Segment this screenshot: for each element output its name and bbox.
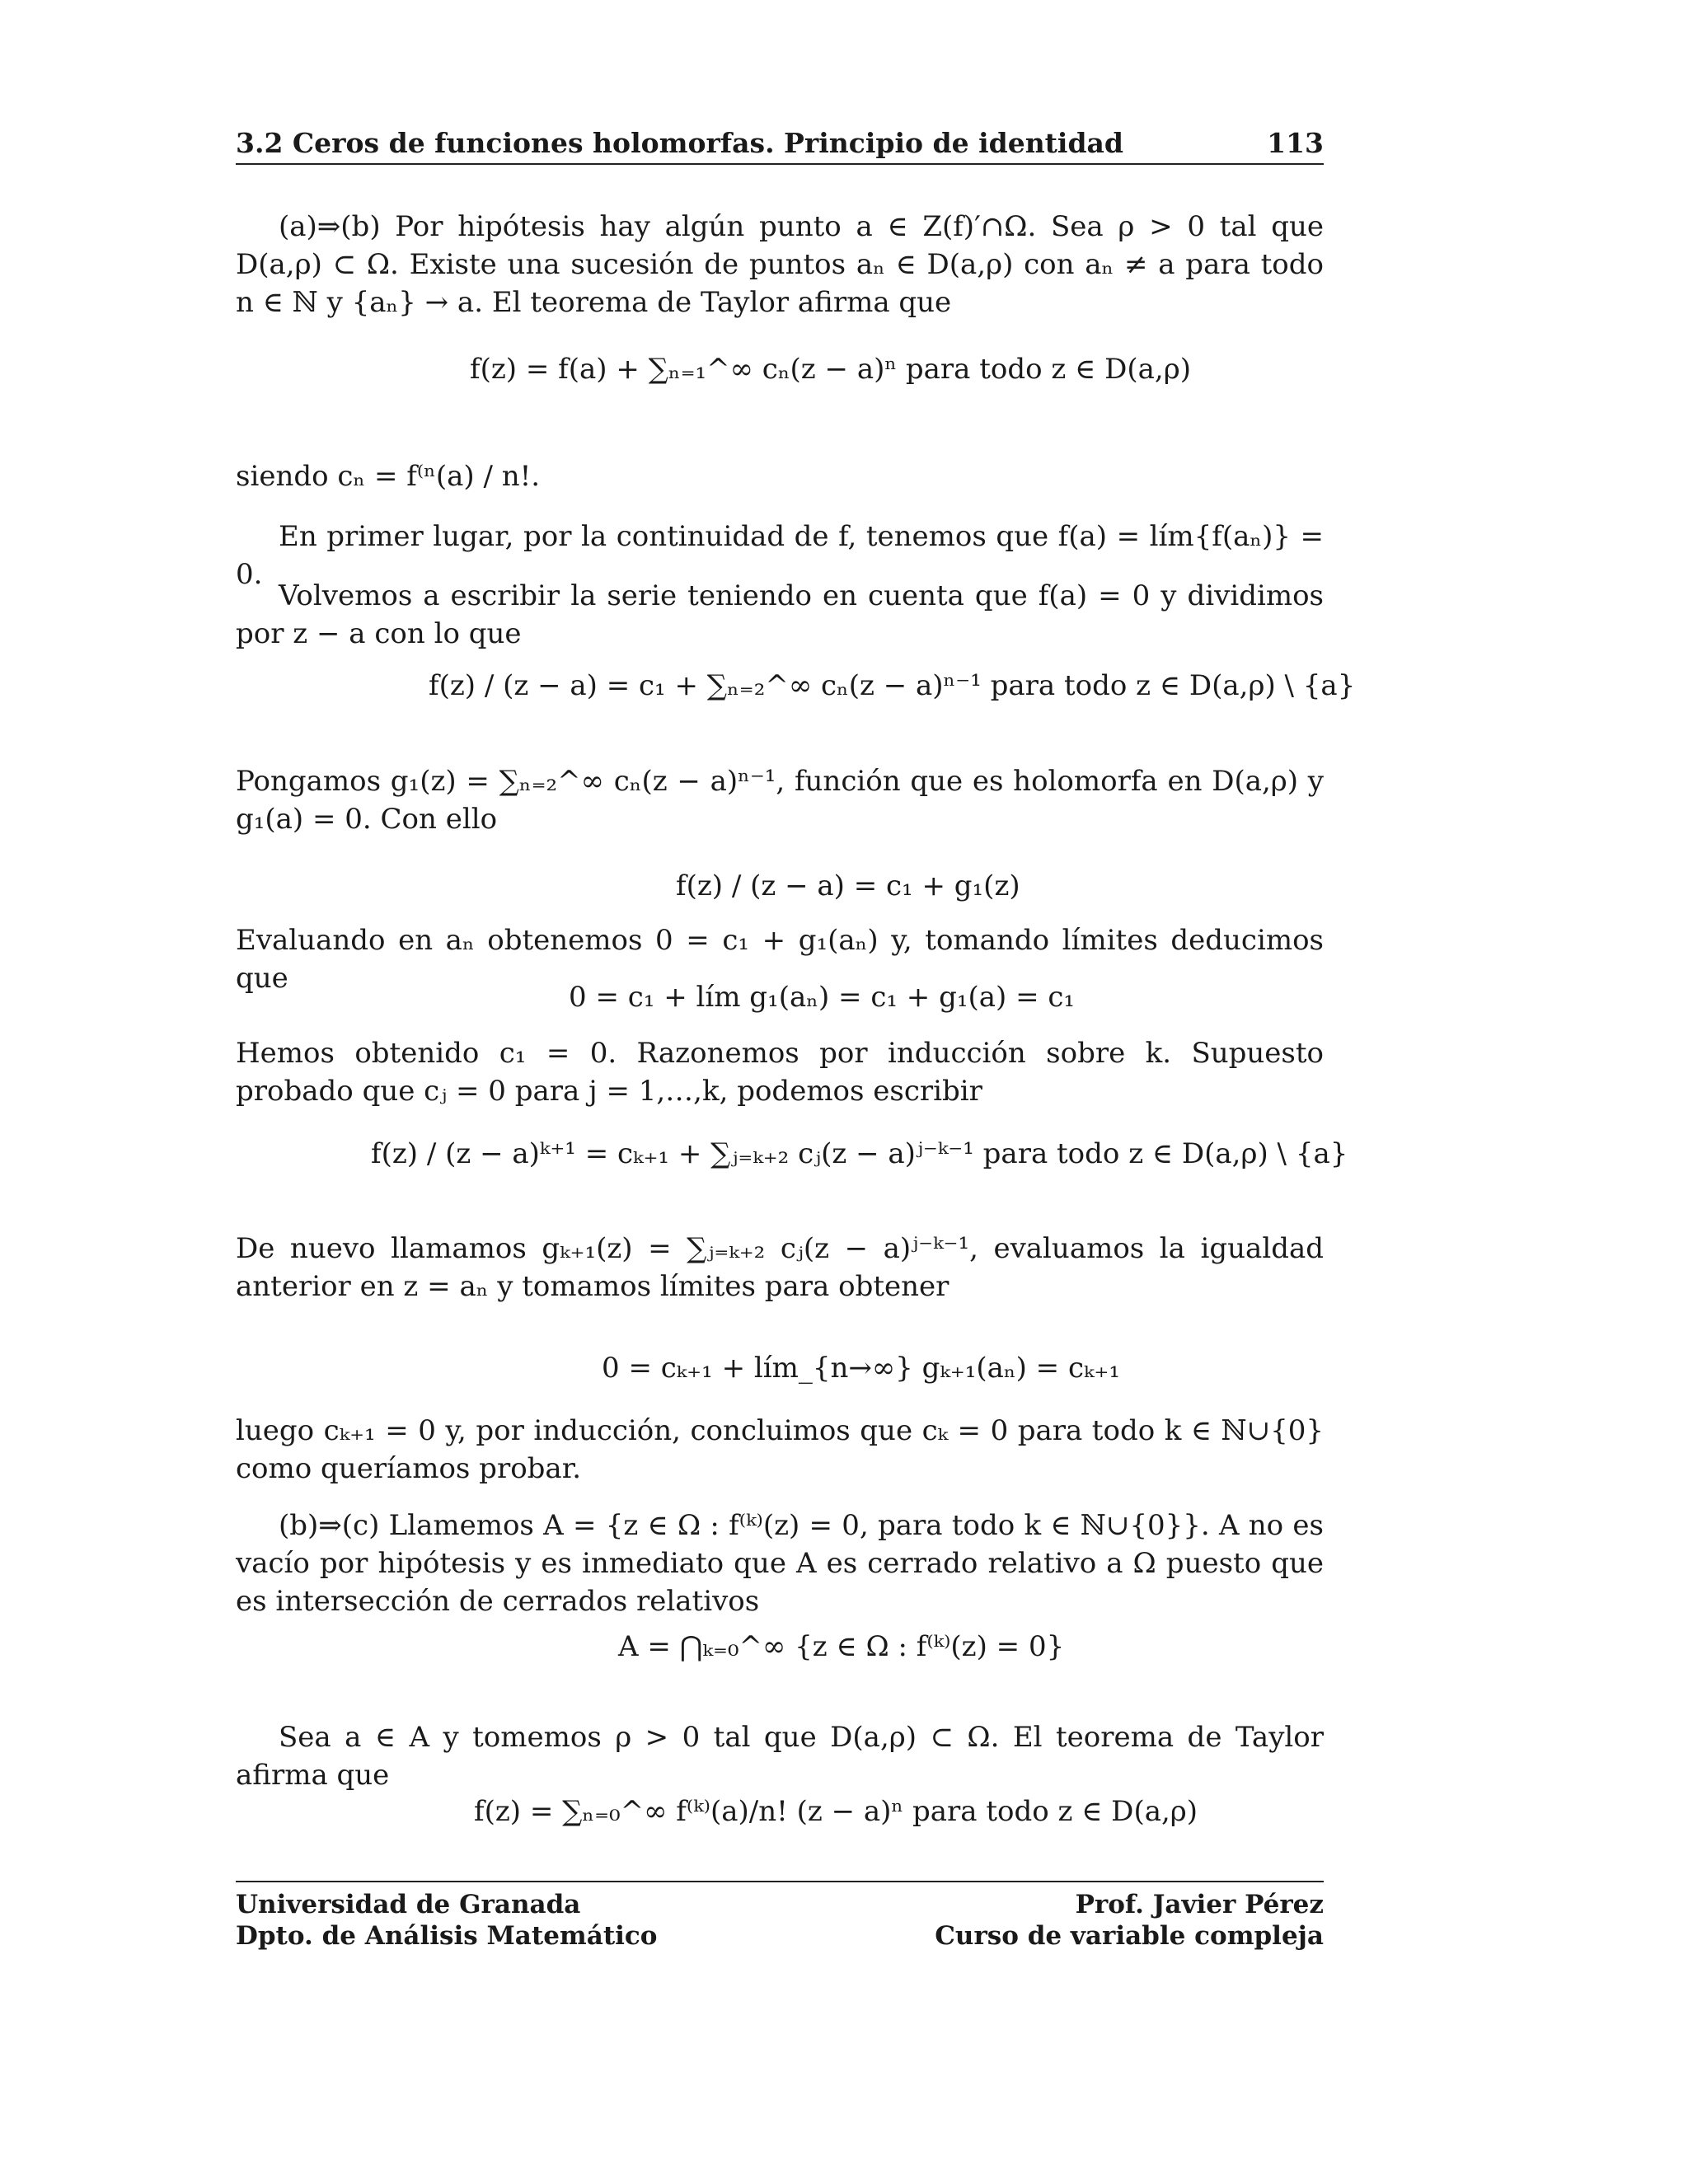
equation-c1-zero: 0 = c₁ + lím g₁(aₙ) = c₁ + g₁(a) = c₁ <box>569 981 1076 1014</box>
paragraph-induction: Hemos obtenido c₁ = 0. Razonemos por inducción sobre k. Supuesto probado que cⱼ = 0 para j = 1,…,k, podemos escribir <box>236 1037 1324 1108</box>
equation-g1-relation: f(z) / (z − a) = c₁ + g₁(z) <box>676 869 1020 902</box>
paragraph-a-implies-b: (a)⇒(b) Por hipótesis hay algún punto a ∈ Z(f)′∩Ω. Sea ρ > 0 tal que D(a,ρ) ⊂ Ω. Existe una sucesión de puntos aₙ ∈ D(a,ρ) con aₙ ≠ a para todo n ∈ ℕ y {aₙ} → a. El teorema de Taylor afirma que <box>236 210 1324 319</box>
footer-university: Universidad de Granada <box>236 1890 581 1919</box>
paragraph-define-gk1: De nuevo llamamos gₖ₊₁(z) = ∑ⱼ₌ₖ₊₂ cⱼ(z − a)ʲ⁻ᵏ⁻¹, evaluamos la igualdad anterior en z = aₙ y tomamos límites para obtener <box>236 1232 1324 1303</box>
equation-taylor-derivatives: f(z) = ∑ₙ₌₀^∞ f⁽ᵏ⁾(a)/n! (z − a)ⁿ para todo z ∈ D(a,ρ) <box>474 1795 1198 1828</box>
equation-divided-series: f(z) / (z − a) = c₁ + ∑ₙ₌₂^∞ cₙ(z − a)ⁿ⁻¹ para todo z ∈ D(a,ρ) \ {a} <box>429 669 1356 702</box>
footer-department: Dpto. de Análisis Matemático <box>236 1921 658 1951</box>
paragraph-b-implies-c: (b)⇒(c) Llamemos A = {z ∈ Ω : f⁽ᵏ⁾(z) = 0, para todo k ∈ ℕ∪{0}}. A no es vacío por hipótesis y es inmediato que A es cerrado relativo a Ω puesto que es intersección de cerrados relativos <box>236 1509 1324 1618</box>
paragraph-rewrite-series: Volvemos a escribir la serie teniendo en cuenta que f(a) = 0 y dividimos por z − a con lo que <box>236 579 1324 650</box>
equation-limit-ck1: 0 = cₖ₊₁ + lím_{n→∞} gₖ₊₁(aₙ) = cₖ₊₁ <box>602 1352 1120 1385</box>
equation-induction-series: f(z) / (z − a)ᵏ⁺¹ = cₖ₊₁ + ∑ⱼ₌ₖ₊₂ cⱼ(z − a)ʲ⁻ᵏ⁻¹ para todo z ∈ D(a,ρ) \ {a} <box>371 1137 1348 1170</box>
paragraph-evaluate-an: Evaluando en aₙ obtenemos 0 = c₁ + g₁(aₙ) y, tomando límites deducimos que <box>236 924 1324 995</box>
paragraph-define-g1: Pongamos g₁(z) = ∑ₙ₌₂^∞ cₙ(z − a)ⁿ⁻¹, función que es holomorfa en D(a,ρ) y g₁(a) = 0. Con ello <box>236 765 1324 836</box>
paragraph-conclusion-induction: luego cₖ₊₁ = 0 y, por inducción, concluimos que cₖ = 0 para todo k ∈ ℕ∪{0} como queríamos probar. <box>236 1414 1324 1485</box>
footer-right <box>935 1889 1324 1952</box>
footer-author: Prof. Javier Pérez <box>1075 1890 1324 1919</box>
footer-rule <box>236 1881 1324 1882</box>
footer-left <box>236 1889 657 1952</box>
footer-course: Curso de variable compleja <box>935 1921 1324 1951</box>
running-header <box>236 122 1324 165</box>
section-title: 3.2 Ceros de funciones holomorfas. Principio de identidad <box>236 127 1123 159</box>
equation-taylor-series: f(z) = f(a) + ∑ₙ₌₁^∞ cₙ(z − a)ⁿ para todo z ∈ D(a,ρ) <box>470 353 1191 386</box>
equation-set-intersection: A = ⋂ₖ₌₀^∞ {z ∈ Ω : f⁽ᵏ⁾(z) = 0} <box>618 1630 1065 1663</box>
paragraph-taylor-at-a: Sea a ∈ A y tomemos ρ > 0 tal que D(a,ρ) ⊂ Ω. El teorema de Taylor afirma que <box>236 1721 1324 1792</box>
page-number: 113 <box>1267 127 1324 159</box>
paragraph-continuity: En primer lugar, por la continuidad de f, tenemos que f(a) = lím{f(aₙ)} = 0. <box>236 520 1324 591</box>
paragraph-coefficients: siendo cₙ = f⁽ⁿ(a) / n!. <box>236 460 541 493</box>
